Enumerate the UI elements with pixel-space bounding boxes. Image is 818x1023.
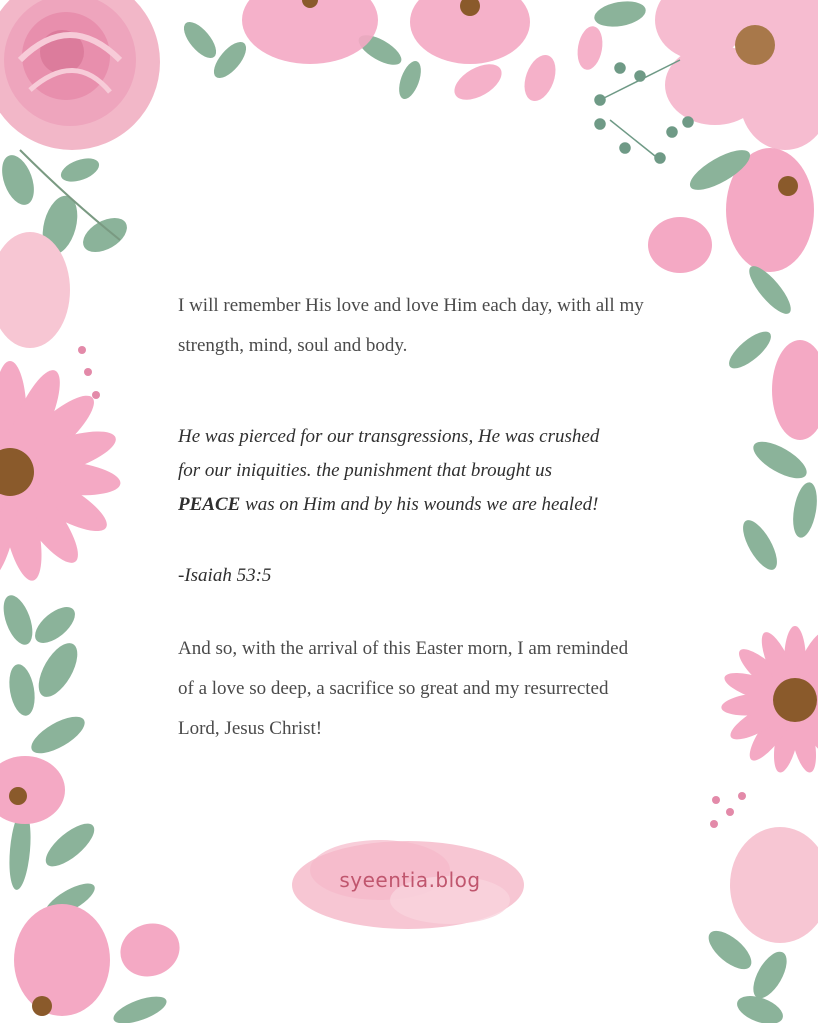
closing-paragraph: And so, with the arrival of this Easter morn, I am reminded of a love so deep, a sacrifice so great and my resurrected Lord, Jesus Christ! bbox=[178, 638, 629, 739]
right-upper-flowers-icon bbox=[648, 143, 818, 575]
top-center-flowers-icon bbox=[178, 0, 647, 107]
verse-line-1: He was pierced for our transgressions, He was crushed bbox=[178, 426, 600, 447]
verse-emphasis: PEACE bbox=[178, 494, 241, 515]
daisy-left-icon bbox=[0, 361, 122, 584]
scripture-reference: -Isaiah 53:5 bbox=[178, 565, 272, 586]
verse-line-2: for our iniquities. the punishment that brought us bbox=[178, 460, 553, 481]
verse-line-3 bbox=[178, 488, 648, 522]
intro-paragraph: I will remember His love and love Him each day, with all my strength, mind, soul and body. bbox=[178, 295, 644, 356]
rose-top-left-icon bbox=[0, 0, 160, 150]
daisy-right-icon bbox=[720, 626, 818, 775]
blog-watermark: syeentia.blog bbox=[339, 868, 481, 892]
scripture-quote bbox=[178, 420, 648, 522]
flower-top-right-icon bbox=[655, 0, 818, 150]
verse-line-3-rest: was on Him and by his wounds we are healed! bbox=[240, 494, 599, 515]
right-lower-decor-icon bbox=[702, 792, 818, 1023]
